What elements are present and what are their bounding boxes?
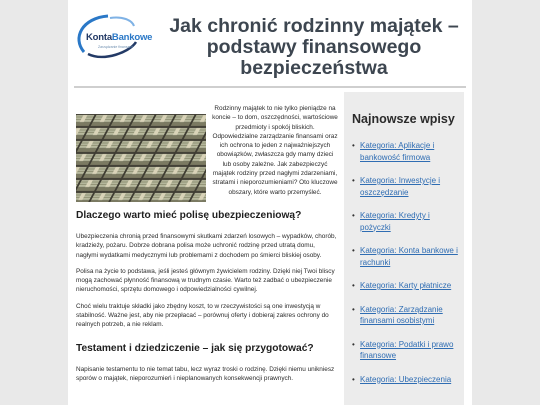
article-content [76,104,338,390]
section-heading-insurance: Dlaczego warto mieć polisę ubezpieczeniową? [76,209,302,221]
paragraph: Napisanie testamentu to nie temat tabu, lecz wyraz troski o rodzinę. Dzięki niemu unikniesz sporów o majątek, nieporozumień i nieplanowanych konsekwencji prawnych. [76,365,335,382]
paragraph: Ubezpieczenia chronią przed finansowymi skutkami zdarzeń losowych – wypadków, chorób, kradzieży, pożaru. Dobrze dobrana polisa może uchronić rodzinę przed utratą domu, nagłymi wydatkami medycznymi lub problemami z dochodem po śmierci bliskiej osoby. [76,232,337,259]
header-divider [74,86,466,88]
recent-posts-list [352,140,462,397]
recent-post-item [352,280,462,292]
site-header [68,0,472,88]
recent-post-link[interactable]: Kategoria: Ubezpieczenia [360,374,452,384]
recent-post-item [352,304,462,327]
recent-post-link[interactable]: Kategoria: Kredyty i pożyczki [360,211,430,232]
recent-post-link[interactable]: Kategoria: Aplikacje i bankowość firmowa [360,141,435,162]
logo-text: KontaBankowe [86,32,153,43]
recent-post-item [352,140,462,163]
recent-post-link[interactable]: Kategoria: Zarządzanie finansami osobistymi [360,304,443,325]
recent-post-item [352,374,462,386]
logo-tagline: Zarządzanie finansami [98,45,134,49]
paragraph: Choć wielu traktuje składki jako zbędny koszt, to w rzeczywistości są one inwestycją w stabilność. Ważne jest, aby nie przepłacać – porównuj oferty i dobieraj zakres ochrony do realnych potrzeb, a nie reklam. [76,302,329,329]
recent-post-item [352,210,462,233]
sidebar [344,92,464,405]
page [68,0,472,405]
recent-post-item [352,175,462,198]
money-stacks-image [76,114,206,202]
recent-post-item [352,245,462,268]
article-intro: Rodzinny majątek to nie tylko pieniądze na koncie – to dom, oszczędności, wartościowe przedmioty i spokój bliskich. Odpowiedzialne zarządzanie finansami oraz ich ochrona to jeden z najważniejszych obowiązków, zwłaszcza gdy mamy dzieci lub osoby zależne. Jak zabezpieczyć majątek rodziny przed nagłymi zdarzeniami, stratami i nieporozumieniami? Oto kluczowe obszary, które warto przemyśleć. [212,105,338,196]
section-heading-testament: Testament i dziedziczenie – jak się przygotować? [76,342,314,354]
recent-post-link[interactable]: Kategoria: Konta bankowe i rachunki [360,246,458,267]
recent-post-link[interactable]: Kategoria: Inwestycje i oszczędzanie [360,176,441,197]
recent-post-item [352,339,462,362]
recent-post-link[interactable]: Kategoria: Karty płatnicze [360,281,452,290]
recent-post-link[interactable]: Kategoria: Podatki i prawo finansowe [360,339,454,360]
page-title: Jak chronić rodzinny majątek – podstawy finansowego bezpieczeństwa [169,15,459,79]
paragraph: Polisa na życie to podstawa, jeśli jesteś głównym żywicielem rodziny. Dzięki niej Twoi bliscy mogą zachować płynność finansową w trudnym czasie. Warto też zadbać o ubezpieczenie nieruchomości, sprzętu domowego i odpowiedzialności cywilnej. [76,267,335,294]
site-logo[interactable] [74,12,153,60]
sidebar-title: Najnowsze wpisy [352,112,455,126]
